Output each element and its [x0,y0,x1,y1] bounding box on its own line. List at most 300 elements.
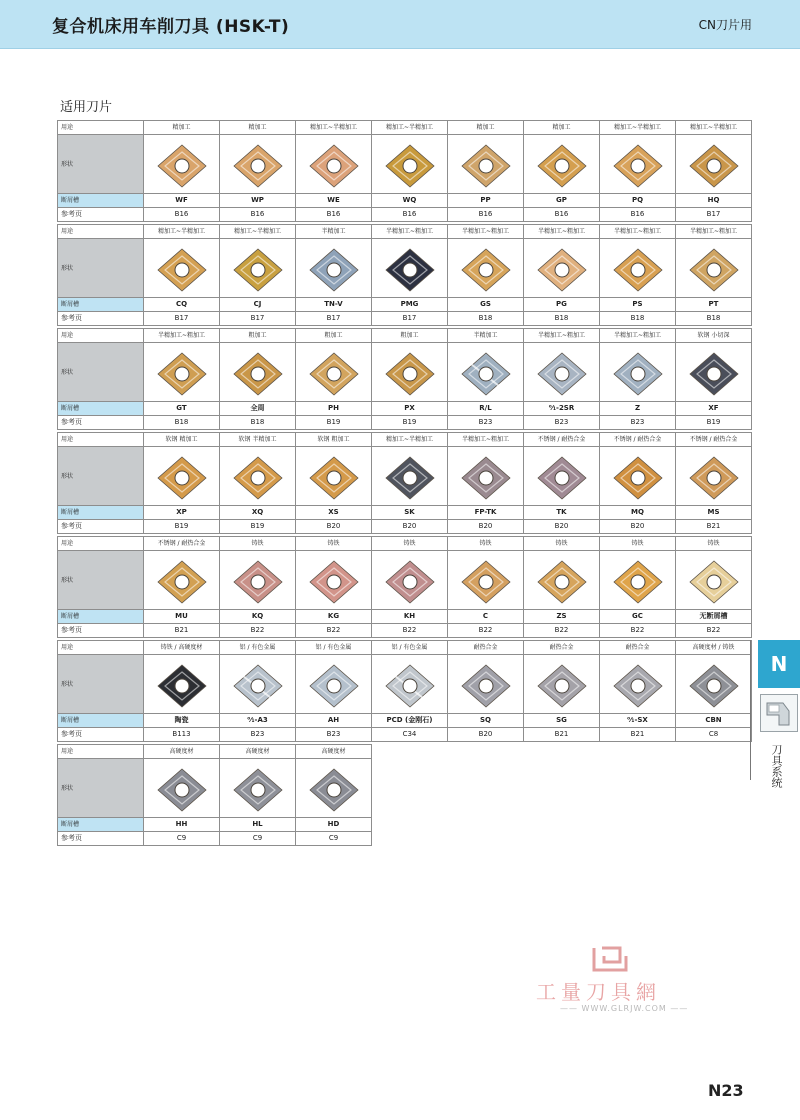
chipbreaker-cell[interactable]: MS [676,506,752,520]
insert-image [296,447,372,506]
chipbreaker-cell[interactable]: WF [144,194,220,208]
insert-image [144,343,220,402]
insert-image [448,239,524,298]
row-label: 用途 [58,433,144,447]
table-row-name [58,402,752,416]
chipbreaker-cell[interactable]: GC [600,610,676,624]
table-row-shape [58,447,752,506]
row-label: 断屑槽 [58,714,144,728]
watermark-url: —— WWW.GLRJW.COM —— [560,1004,689,1013]
insert-icon [307,454,361,502]
insert-block [57,224,752,326]
insert-image [524,447,600,506]
chipbreaker-cell[interactable]: PQ [600,194,676,208]
table-row-page [58,416,752,430]
insert-block [57,328,752,430]
table-row-name [58,194,752,208]
table-row-shape [58,135,752,194]
usage-cell: 精加工~半精加工 [220,225,296,239]
ref-page-cell[interactable]: B20 [296,520,372,534]
table-row-name [58,298,752,312]
chipbreaker-cell[interactable]: 全周 [220,402,296,416]
insert-image [448,655,524,714]
row-label: 参考页 [58,312,144,326]
usage-cell: 精加工 [524,121,600,135]
chipbreaker-cell[interactable]: PG [524,298,600,312]
usage-cell: 精加工~半精加工 [600,121,676,135]
table-row-shape [58,239,752,298]
ref-page-cell[interactable]: B16 [524,208,600,222]
insert-image [144,551,220,610]
chipbreaker-cell[interactable]: XQ [220,506,296,520]
row-label: 断屑槽 [58,402,144,416]
chipbreaker-cell[interactable]: PT [676,298,752,312]
chipbreaker-cell[interactable]: XS [296,506,372,520]
insert-image [144,239,220,298]
insert-icon [611,246,665,294]
ref-page-cell[interactable]: C34 [372,728,448,742]
insert-image [372,655,448,714]
insert-image [220,343,296,402]
insert-icon [307,350,361,398]
row-label: 参考页 [58,520,144,534]
usage-cell: 铸铁 / 高硬度材 [144,641,220,655]
ref-page-cell[interactable]: B20 [448,728,524,742]
ref-page-cell[interactable]: B23 [524,416,600,430]
section-tab-n[interactable]: N [758,640,800,688]
usage-cell: 半精加工~粗加工 [600,329,676,343]
insert-image [144,655,220,714]
chipbreaker-cell[interactable]: GP [524,194,600,208]
row-label: 形状 [58,135,144,194]
watermark-text: 工量刀具網 [536,980,661,1004]
insert-image [372,135,448,194]
insert-image [448,551,524,610]
insert-icon [383,246,437,294]
insert-image [220,447,296,506]
insert-block [57,640,752,742]
usage-cell: 半精加工~粗加工 [448,433,524,447]
insert-image [448,343,524,402]
usage-cell: 半精加工~粗加工 [448,225,524,239]
ref-page-cell[interactable]: B17 [372,312,448,326]
ref-page-cell[interactable]: C9 [220,832,296,846]
row-label: 参考页 [58,416,144,430]
insert-icon [307,662,361,710]
chipbreaker-cell[interactable]: ⁰⁄₁-SX [600,714,676,728]
insert-icon [611,558,665,606]
insert-image [372,343,448,402]
insert-icon [611,454,665,502]
usage-cell: 软钢 小切深 [676,329,752,343]
table-row-shape [58,343,752,402]
usage-cell: 铸铁 [296,537,372,551]
ref-page-cell[interactable]: B20 [524,520,600,534]
insert-block [57,120,752,222]
ref-page-cell[interactable]: B18 [524,312,600,326]
insert-icon [307,246,361,294]
chipbreaker-cell[interactable]: HD [296,818,372,832]
ref-page-cell[interactable]: B22 [220,624,296,638]
chipbreaker-cell[interactable]: C [448,610,524,624]
usage-cell: 半精加工~粗加工 [372,225,448,239]
insert-image [600,135,676,194]
usage-cell: 耐热合金 [448,641,524,655]
chipbreaker-cell[interactable]: CJ [220,298,296,312]
ref-page-cell[interactable]: B16 [600,208,676,222]
ref-page-cell[interactable]: B16 [220,208,296,222]
ref-page-cell[interactable]: B21 [144,624,220,638]
ref-page-cell[interactable]: B18 [448,312,524,326]
insert-icon [459,246,513,294]
insert-icon [687,454,741,502]
insert-icon [611,350,665,398]
table-row-page [58,208,752,222]
table-row-name [58,818,372,832]
insert-icon [231,766,285,814]
insert-image [676,239,752,298]
insert-image [296,655,372,714]
chipbreaker-cell[interactable]: GS [448,298,524,312]
insert-block [57,744,372,846]
chipbreaker-cell[interactable]: KQ [220,610,296,624]
chipbreaker-cell[interactable]: SQ [448,714,524,728]
chipbreaker-cell[interactable]: ⁰⁄₁-A3 [220,714,296,728]
usage-cell: 半精加工 [296,225,372,239]
chipbreaker-cell[interactable]: WP [220,194,296,208]
row-label: 用途 [58,329,144,343]
chipbreaker-cell[interactable]: KG [296,610,372,624]
ref-page-cell[interactable]: B16 [372,208,448,222]
usage-cell: 铝 / 有色金属 [220,641,296,655]
usage-cell: 耐热合金 [524,641,600,655]
table-row-page [58,312,752,326]
table-row-usage [58,745,372,759]
usage-cell: 精加工~半精加工 [296,121,372,135]
insert-image [600,447,676,506]
insert-image [524,343,600,402]
insert-icon [535,142,589,190]
usage-cell: 不锈钢 / 耐热合金 [524,433,600,447]
usage-cell: 半精加工 [448,329,524,343]
insert-image [372,551,448,610]
chipbreaker-cell[interactable]: TK [524,506,600,520]
insert-icon [687,558,741,606]
ref-page-cell[interactable]: B19 [296,416,372,430]
insert-image [524,135,600,194]
table-row-usage [58,121,752,135]
table-row-name [58,610,752,624]
usage-cell: 精加工~半精加工 [144,225,220,239]
section-title: 适用刀片 [60,100,113,115]
insert-icon [535,662,589,710]
insert-icon [155,142,209,190]
usage-cell: 精加工~半精加工 [372,121,448,135]
row-label: 形状 [58,759,144,818]
chipbreaker-cell[interactable]: WE [296,194,372,208]
watermark-logo [590,944,630,978]
ref-page-cell[interactable]: B18 [144,416,220,430]
usage-cell: 软钢 半精加工 [220,433,296,447]
insert-image [524,239,600,298]
insert-icon [687,350,741,398]
insert-image [448,447,524,506]
ref-page-cell[interactable]: B22 [448,624,524,638]
chipbreaker-cell[interactable]: MU [144,610,220,624]
chipbreaker-cell[interactable]: PMG [372,298,448,312]
ref-page-cell[interactable]: B23 [296,728,372,742]
ref-page-cell[interactable]: B23 [600,416,676,430]
chipbreaker-cell[interactable]: FP-TK [448,506,524,520]
chipbreaker-cell[interactable]: MQ [600,506,676,520]
chipbreaker-cell[interactable]: XP [144,506,220,520]
usage-cell: 粗加工 [220,329,296,343]
row-label: 用途 [58,537,144,551]
insert-image [600,343,676,402]
insert-image [676,135,752,194]
insert-image [220,551,296,610]
chipbreaker-cell[interactable]: PP [448,194,524,208]
chipbreaker-cell[interactable]: PH [296,402,372,416]
ref-page-cell[interactable]: B20 [448,520,524,534]
chipbreaker-cell[interactable]: PX [372,402,448,416]
usage-cell: 不锈钢 / 耐热合金 [676,433,752,447]
ref-page-cell[interactable]: B21 [524,728,600,742]
ref-page-cell[interactable]: B22 [524,624,600,638]
usage-cell: 高硬度材 [296,745,372,759]
row-label: 用途 [58,121,144,135]
ref-page-cell[interactable]: B22 [296,624,372,638]
ref-page-cell[interactable]: B16 [296,208,372,222]
row-label: 形状 [58,239,144,298]
table-row-name [58,506,752,520]
usage-cell: 铸铁 [676,537,752,551]
row-label: 参考页 [58,728,144,742]
side-label: 刀具系统 [770,744,783,788]
chipbreaker-cell[interactable]: Z [600,402,676,416]
insert-image [296,135,372,194]
insert-image [144,135,220,194]
table-row-usage [58,329,752,343]
table-row-page [58,624,752,638]
row-label: 断屑槽 [58,818,144,832]
chipbreaker-cell[interactable]: SK [372,506,448,520]
ref-page-cell[interactable]: B19 [372,416,448,430]
chipbreaker-cell[interactable]: HQ [676,194,752,208]
ref-page-cell[interactable]: B18 [600,312,676,326]
insert-icon [307,142,361,190]
ref-page-cell[interactable]: B18 [676,312,752,326]
insert-icon [383,142,437,190]
insert-image [372,239,448,298]
usage-cell: 高硬度材 [220,745,296,759]
ref-page-cell[interactable]: C9 [296,832,372,846]
row-label: 断屑槽 [58,298,144,312]
usage-cell: 半精加工~粗加工 [524,225,600,239]
insert-icon [459,350,513,398]
chipbreaker-cell[interactable]: HL [220,818,296,832]
insert-icon [231,246,285,294]
insert-icon [535,558,589,606]
ref-page-cell[interactable]: B17 [220,312,296,326]
insert-image [524,551,600,610]
ref-page-cell[interactable]: B19 [676,416,752,430]
row-label: 断屑槽 [58,610,144,624]
usage-cell: 半精加工~粗加工 [144,329,220,343]
table-row-page [58,728,752,742]
row-label: 用途 [58,745,144,759]
ref-page-cell[interactable]: B20 [372,520,448,534]
insert-icon [459,454,513,502]
usage-cell: 铝 / 有色金属 [296,641,372,655]
usage-cell: 粗加工 [296,329,372,343]
insert-icon [231,454,285,502]
insert-image [600,655,676,714]
insert-image [600,239,676,298]
insert-icon [307,766,361,814]
insert-image [220,239,296,298]
side-divider [750,640,751,780]
insert-icon [459,142,513,190]
chipbreaker-cell[interactable]: GT [144,402,220,416]
insert-image [296,551,372,610]
insert-image [220,759,296,818]
tool-holder-icon [760,694,798,732]
table-row-page [58,520,752,534]
insert-table [57,120,752,846]
row-label: 形状 [58,655,144,714]
usage-cell: 粗加工 [372,329,448,343]
chipbreaker-cell[interactable]: 陶瓷 [144,714,220,728]
ref-page-cell[interactable]: B19 [220,520,296,534]
table-row-usage [58,433,752,447]
insert-icon [687,142,741,190]
insert-icon [383,558,437,606]
insert-icon [231,662,285,710]
chipbreaker-cell[interactable]: CBN [676,714,752,728]
page-subtitle: CN刀片用 [698,18,752,32]
row-label: 用途 [58,641,144,655]
ref-page-cell[interactable]: B22 [676,624,752,638]
insert-icon [231,142,285,190]
ref-page-cell[interactable]: B17 [144,312,220,326]
chipbreaker-cell[interactable]: ZS [524,610,600,624]
usage-cell: 精加工 [220,121,296,135]
ref-page-cell[interactable]: B17 [676,208,752,222]
chipbreaker-cell[interactable]: WQ [372,194,448,208]
usage-cell: 半精加工~粗加工 [676,225,752,239]
page-title: 复合机床用车削刀具 (HSK-T) [52,17,290,37]
chipbreaker-cell[interactable]: AH [296,714,372,728]
page-header [0,0,800,49]
usage-cell: 不锈钢 / 耐热合金 [600,433,676,447]
ref-page-cell[interactable]: B16 [144,208,220,222]
row-label: 参考页 [58,208,144,222]
row-label: 参考页 [58,624,144,638]
table-row-shape [58,655,752,714]
usage-cell: 耐热合金 [600,641,676,655]
table-row-usage [58,537,752,551]
insert-image [144,759,220,818]
insert-icon [535,246,589,294]
usage-cell: 精加工 [448,121,524,135]
insert-icon [383,350,437,398]
ref-page-cell[interactable]: B21 [600,728,676,742]
ref-page-cell[interactable]: B113 [144,728,220,742]
insert-icon [155,766,209,814]
insert-image [372,447,448,506]
usage-cell: 精加工 [144,121,220,135]
insert-image [600,551,676,610]
table-row-usage [58,225,752,239]
usage-cell: 高硬度材 / 铸铁 [676,641,752,655]
chipbreaker-cell[interactable]: SG [524,714,600,728]
insert-image [676,655,752,714]
insert-icon [611,662,665,710]
insert-block [57,432,752,534]
ref-page-cell[interactable]: B23 [448,416,524,430]
ref-page-cell[interactable]: B18 [220,416,296,430]
usage-cell: 铸铁 [372,537,448,551]
usage-cell: 半精加工~粗加工 [600,225,676,239]
usage-cell: 软钢 精加工 [144,433,220,447]
insert-image [676,343,752,402]
ref-page-cell[interactable]: B19 [144,520,220,534]
chipbreaker-cell[interactable]: KH [372,610,448,624]
ref-page-cell[interactable]: B22 [372,624,448,638]
chipbreaker-cell[interactable]: HH [144,818,220,832]
chipbreaker-cell[interactable]: R/L [448,402,524,416]
insert-icon [231,350,285,398]
insert-icon [459,558,513,606]
insert-image [296,343,372,402]
chipbreaker-cell[interactable]: PCD (金刚石) [372,714,448,728]
ref-page-cell[interactable]: B21 [676,520,752,534]
insert-image [220,135,296,194]
ref-page-cell[interactable]: C9 [144,832,220,846]
usage-cell: 铸铁 [448,537,524,551]
chipbreaker-cell[interactable]: CQ [144,298,220,312]
insert-icon [383,662,437,710]
chipbreaker-cell[interactable]: 无断屑槽 [676,610,752,624]
chipbreaker-cell[interactable]: TN-V [296,298,372,312]
ref-page-cell[interactable]: B23 [220,728,296,742]
chipbreaker-cell[interactable]: XF [676,402,752,416]
row-label: 断屑槽 [58,506,144,520]
insert-icon [155,454,209,502]
usage-cell: 软钢 粗加工 [296,433,372,447]
chipbreaker-cell[interactable]: ⁰⁄₁-2SR [524,402,600,416]
ref-page-cell[interactable]: B16 [448,208,524,222]
chipbreaker-cell[interactable]: PS [600,298,676,312]
insert-icon [155,662,209,710]
insert-icon [231,558,285,606]
insert-icon [383,454,437,502]
row-label: 形状 [58,343,144,402]
table-row-page [58,832,372,846]
table-row-shape [58,759,372,818]
ref-page-cell[interactable]: B20 [600,520,676,534]
ref-page-cell[interactable]: B22 [600,624,676,638]
usage-cell: 半精加工~粗加工 [524,329,600,343]
insert-icon [155,350,209,398]
insert-icon [687,246,741,294]
ref-page-cell[interactable]: C8 [676,728,752,742]
ref-page-cell[interactable]: B17 [296,312,372,326]
insert-icon [535,350,589,398]
insert-icon [307,558,361,606]
insert-icon [155,558,209,606]
